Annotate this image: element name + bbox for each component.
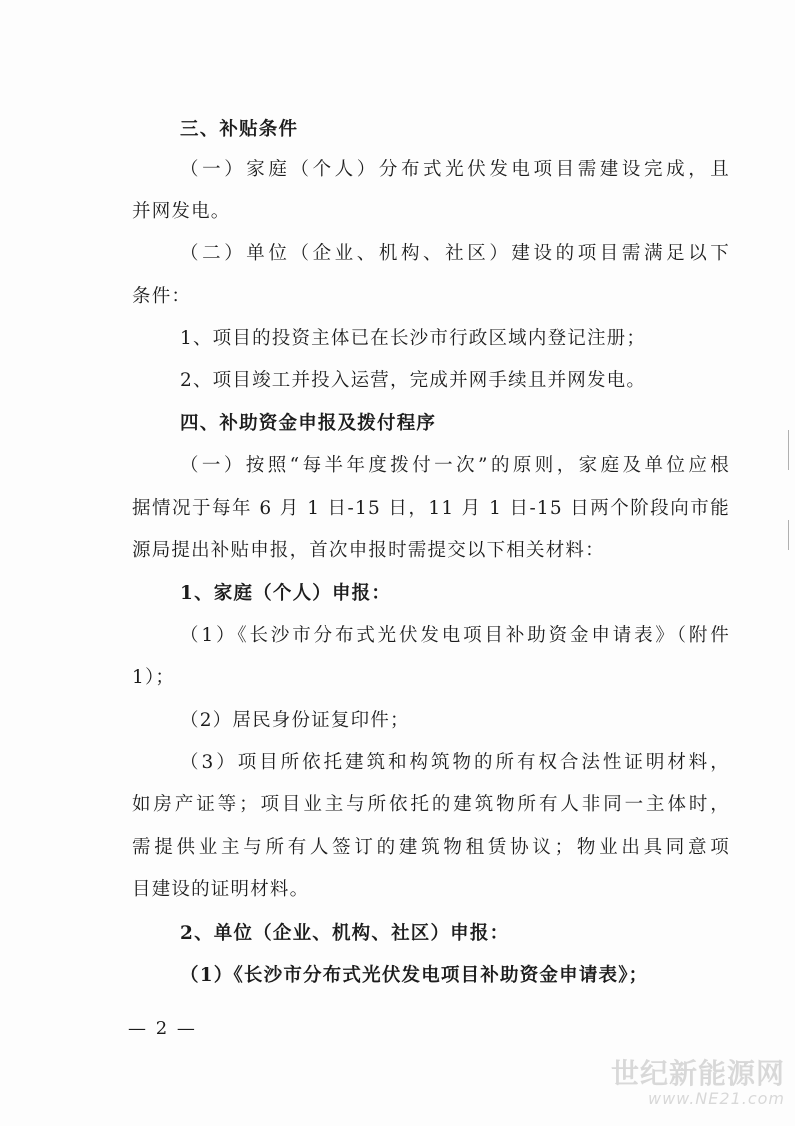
scan-edge-mark	[788, 520, 789, 550]
list-item: （2）居民身份证复印件；	[180, 710, 410, 731]
list-item: 2、项目竣工并投入运营，完成并网手续且并网发电。	[180, 370, 647, 391]
list-item: （3）项目所依托建筑和构筑物的所有权合法性证明材料，	[180, 752, 730, 773]
paragraph-line: （一）家庭（个人）分布式光伏发电项目需建设完成，且	[180, 159, 730, 180]
watermark-url: www.NE21.com	[647, 1089, 785, 1108]
list-item: （1）《长沙市分布式光伏发电项目补助资金申请表》；	[180, 965, 649, 986]
site-watermark	[611, 1058, 785, 1108]
list-item: （1）《长沙市分布式光伏发电项目补助资金申请表》（附件	[180, 625, 730, 646]
page-number: — 2 —	[128, 1018, 197, 1039]
subheading-organization-application: 2、单位（企业、机构、社区）申报：	[180, 923, 510, 944]
paragraph-line: 条件：	[132, 286, 192, 307]
paragraph-line: （二）单位（企业、机构、社区）建设的项目需满足以下	[180, 243, 730, 264]
scan-edge-mark	[788, 430, 789, 470]
section-heading-subsidy-conditions: 三、补贴条件	[180, 119, 299, 140]
paragraph-line: 目建设的证明材料。	[132, 879, 310, 900]
paragraph-line: （一）按照“每半年度拨付一次”的原则，家庭及单位应根	[180, 455, 730, 476]
paragraph-line: 需提供业主与所有人签订的建筑物租赁协议；物业出具同意项	[132, 837, 730, 858]
list-item: 1、项目的投资主体已在长沙市行政区域内登记注册；	[180, 328, 647, 349]
paragraph-line: 1）；	[132, 667, 176, 688]
watermark-name: 世纪新能源网	[610, 1057, 785, 1090]
paragraph-line: 源局提出补贴申报，首次申报时需提交以下相关材料：	[132, 540, 605, 561]
subheading-household-application: 1、家庭（个人）申报：	[180, 583, 392, 604]
paragraph-line: 并网发电。	[132, 201, 231, 222]
paragraph-line: 如房产证等；项目业主与所依托的建筑物所有人非同一主体时，	[132, 794, 730, 815]
section-heading-application-procedure: 四、补助资金申报及拨付程序	[180, 413, 437, 434]
paragraph-line: 据情况于每年 6 月 1 日-15 日，11 月 1 日-15 日两个阶段向市能	[132, 498, 730, 519]
